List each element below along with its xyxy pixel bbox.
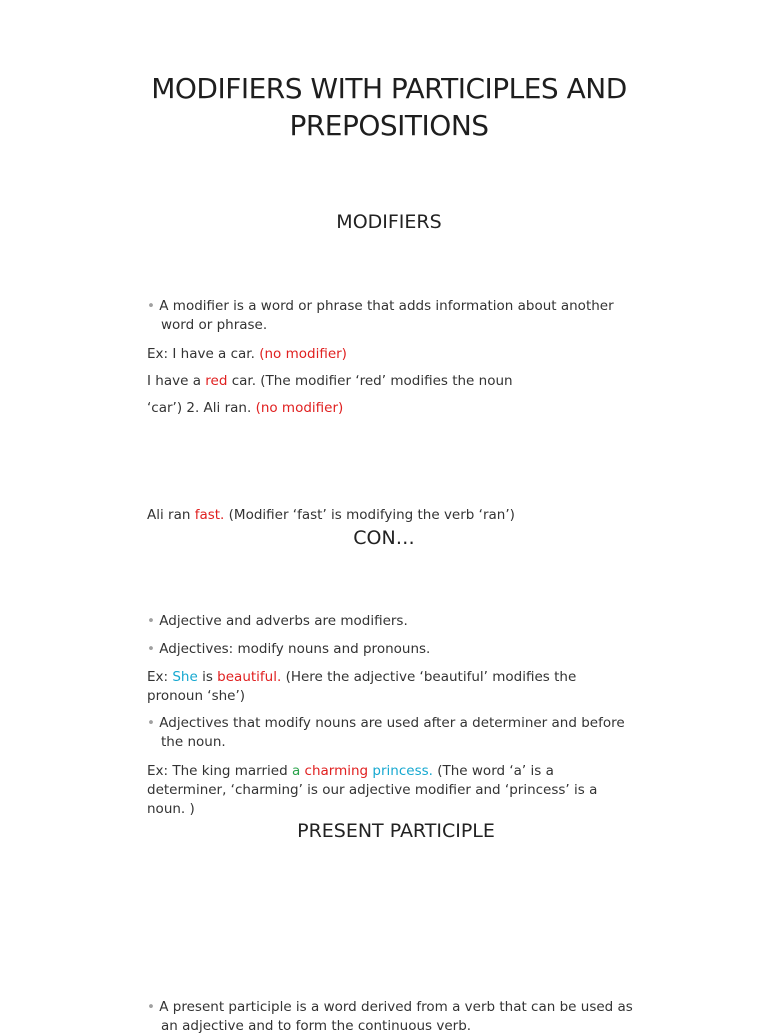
- bullet-icon: •: [147, 613, 155, 629]
- present-participle-bullet-1: [147, 998, 633, 1036]
- highlight-determiner: a: [291, 763, 301, 779]
- example-text: (The word ‘a’ is a: [432, 763, 554, 779]
- con-bullet-2-text: Adjectives: modify nouns and pronouns.: [159, 641, 431, 657]
- title-line-1: MODIFIERS WITH PARTICIPLES AND: [151, 72, 627, 105]
- con-example-1: [147, 668, 576, 706]
- title-line-2: PREPOSITIONS: [289, 109, 489, 142]
- example-text: Ex: The king married: [147, 763, 292, 779]
- example-text-line-2: determiner, ‘charming’ is our adjective modifier and ‘princess’ is a: [147, 782, 598, 798]
- highlight-modifier: red: [205, 373, 228, 389]
- modifiers-bullet-1-line-2: word or phrase.: [161, 317, 268, 333]
- example-text: car. (The modifier ‘red’ modifies the noun: [227, 373, 513, 389]
- modifiers-example-3: [147, 399, 343, 418]
- example-text: (Here the adjective ‘beautiful’ modifies the: [281, 669, 577, 685]
- bullet-icon: •: [147, 999, 155, 1015]
- example-text: Ali ran: [147, 507, 195, 523]
- modifiers-example-1: [147, 345, 347, 364]
- con-example-2: [147, 762, 597, 819]
- example-text: I have a: [147, 373, 206, 389]
- con-bullet-1-text: Adjective and adverbs are modifiers.: [159, 613, 408, 629]
- modifiers-heading: MODIFIERS: [336, 211, 442, 233]
- highlight-adjective: beautiful.: [217, 669, 282, 685]
- con-bullet-3-line-2: the noun.: [161, 734, 226, 750]
- example-note: (no modifier): [259, 346, 347, 362]
- con-bullet-1: [147, 612, 408, 631]
- present-participle-bullet-1-line-2: an adjective and to form the continuous verb.: [161, 1018, 472, 1034]
- example-text: Ex:: [147, 669, 173, 685]
- bullet-icon: •: [147, 298, 155, 314]
- modifiers-bullet-1-line-1: A modifier is a word or phrase that adds information about another: [159, 298, 614, 314]
- modifiers-example-4: [147, 506, 515, 525]
- modifiers-example-2: [147, 372, 513, 391]
- bullet-icon: •: [147, 715, 155, 731]
- modifiers-bullet-1: [147, 297, 614, 335]
- con-bullet-3: [147, 714, 625, 752]
- present-participle-heading: PRESENT PARTICIPLE: [297, 820, 495, 842]
- example-text: is: [197, 669, 218, 685]
- example-note: (no modifier): [255, 400, 344, 416]
- con-bullet-3-line-1: Adjectives that modify nouns are used after a determiner and before: [159, 715, 625, 731]
- document-title: [0, 70, 768, 144]
- example-text: (Modifier ‘fast’ is modifying the verb ‘ran’): [224, 507, 515, 523]
- example-text-line-3: noun. ): [147, 801, 195, 817]
- example-text: Ex: I have a car.: [147, 346, 255, 362]
- example-text-line-2: pronoun ‘she’): [147, 688, 246, 704]
- highlight-modifier: fast.: [194, 507, 225, 523]
- con-bullet-2: [147, 640, 430, 659]
- bullet-icon: •: [147, 641, 155, 657]
- con-heading: CON…: [353, 527, 415, 549]
- highlight-pronoun: She: [172, 669, 198, 685]
- highlight-adjective: charming: [304, 763, 369, 779]
- example-text: ‘car’) 2. Ali ran.: [147, 400, 252, 416]
- highlight-noun: princess.: [372, 763, 433, 779]
- present-participle-bullet-1-line-1: A present participle is a word derived from a verb that can be used as: [159, 999, 633, 1015]
